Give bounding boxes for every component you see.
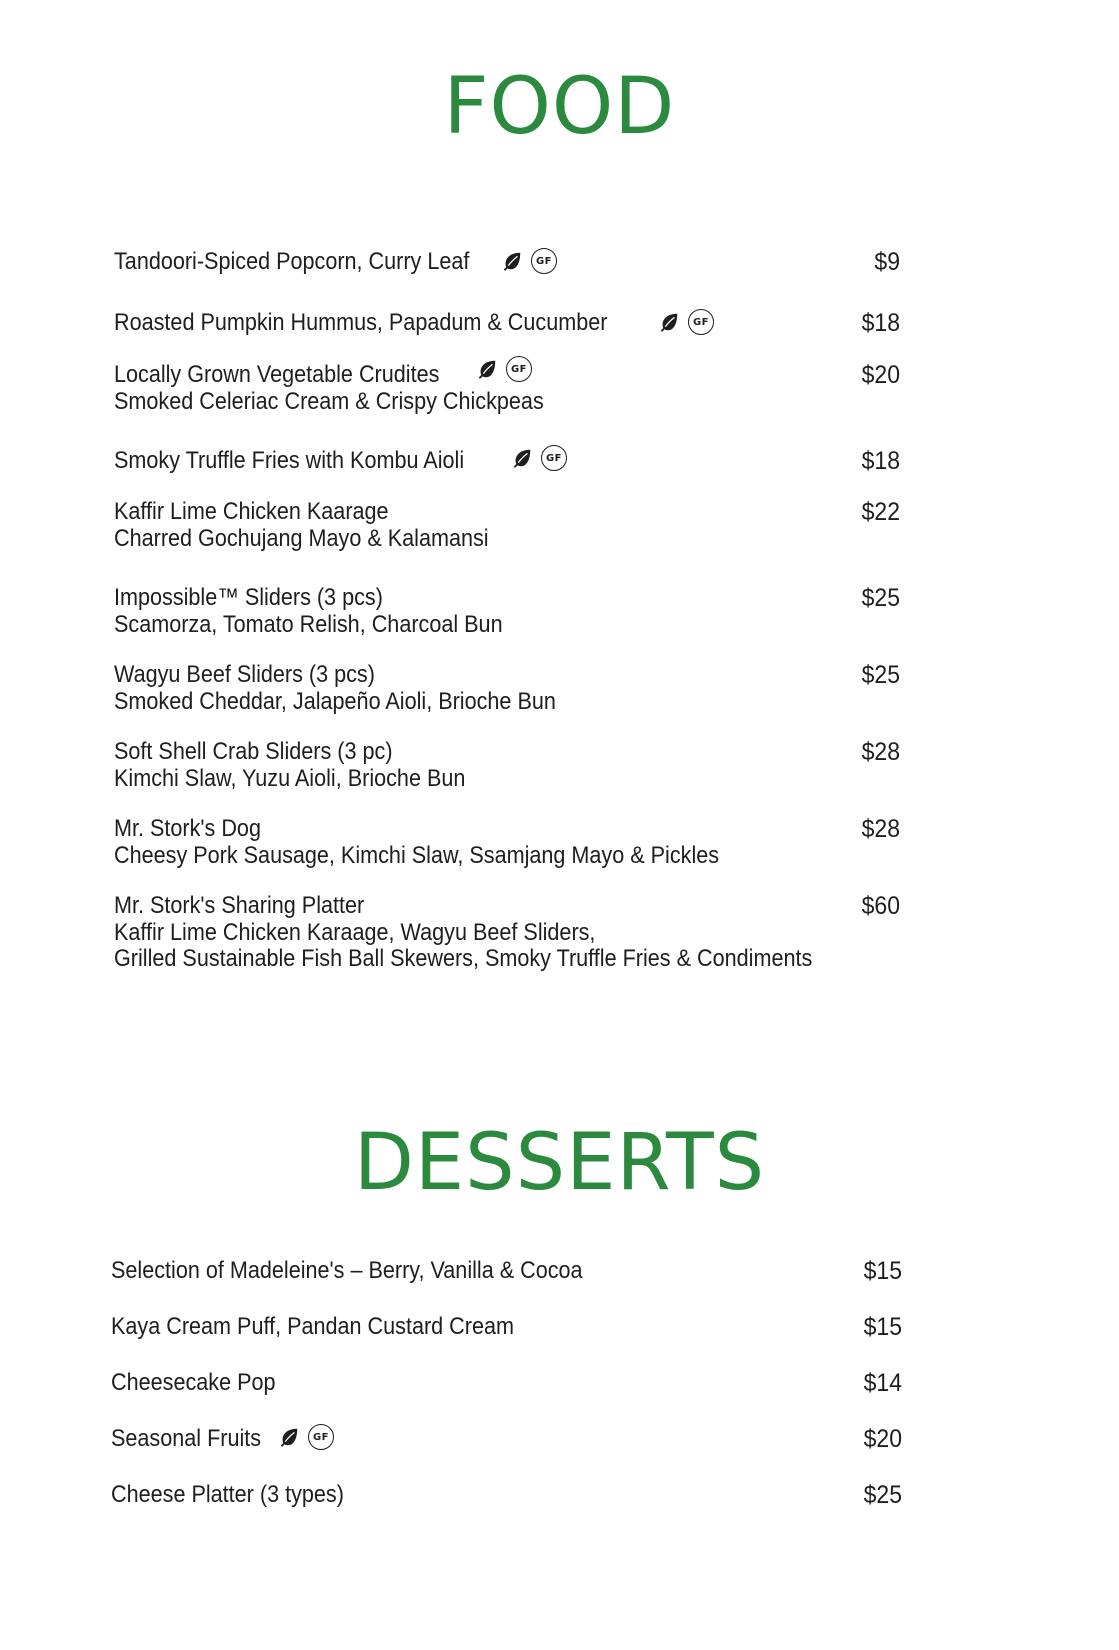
item-description: Kaffir Lime Chicken Karaage, Wagyu Beef Sliders, — [114, 919, 596, 946]
item-name: Cheese Platter (3 types) — [111, 1481, 344, 1508]
gluten-free-icon: GF — [531, 248, 557, 274]
item-price: $18 — [861, 309, 900, 337]
leaf-icon — [278, 1426, 300, 1448]
item-price: $15 — [863, 1257, 902, 1285]
dietary-badges — [501, 246, 557, 276]
dietary-badges — [476, 354, 532, 384]
item-name: Seasonal Fruits — [111, 1425, 262, 1452]
item-price: $14 — [863, 1369, 902, 1397]
item-price: $18 — [861, 447, 900, 475]
leaf-icon — [501, 250, 523, 272]
item-price: $20 — [863, 1425, 902, 1453]
leaf-icon — [658, 311, 680, 333]
dietary-badges — [278, 1422, 334, 1452]
gluten-free-icon: GF — [688, 309, 714, 335]
dietary-badges — [511, 443, 567, 473]
item-name: Mr. Stork's Dog — [114, 815, 261, 842]
item-description: Smoked Cheddar, Jalapeño Aioli, Brioche Bun — [114, 688, 556, 715]
leaf-icon — [511, 447, 533, 469]
item-name: Kaffir Lime Chicken Kaarage — [114, 498, 389, 525]
dietary-badges — [658, 307, 714, 337]
gluten-free-icon: GF — [506, 356, 532, 382]
item-price: $20 — [861, 361, 900, 389]
gluten-free-icon: GF — [308, 1424, 334, 1450]
item-name: Locally Grown Vegetable Crudites — [114, 361, 440, 388]
item-name: Smoky Truffle Fries with Kombu Aioli — [114, 447, 465, 474]
food-section-title — [0, 62, 1119, 152]
item-name: Tandoori-Spiced Popcorn, Curry Leaf — [114, 248, 470, 275]
item-name: Selection of Madeleine's – Berry, Vanilla & Cocoa — [111, 1257, 583, 1284]
item-description-line-2: Grilled Sustainable Fish Ball Skewers, Smoky Truffle Fries & Condiments — [114, 945, 813, 972]
item-description: Scamorza, Tomato Relish, Charcoal Bun — [114, 611, 503, 638]
item-name: Roasted Pumpkin Hummus, Papadum & Cucumber — [114, 309, 608, 336]
item-name: Wagyu Beef Sliders (3 pcs) — [114, 661, 375, 688]
item-price: $15 — [863, 1313, 902, 1341]
leaf-icon — [476, 358, 498, 380]
item-name: Impossible™ Sliders (3 pcs) — [114, 584, 383, 611]
item-price: $25 — [861, 584, 900, 612]
item-description: Charred Gochujang Mayo & Kalamansi — [114, 525, 489, 552]
item-price: $22 — [861, 498, 900, 526]
item-price: $25 — [861, 661, 900, 689]
item-price: $28 — [861, 815, 900, 843]
desserts-section-title — [0, 1118, 1119, 1208]
item-price: $9 — [874, 248, 900, 276]
item-name: Cheesecake Pop — [111, 1369, 276, 1396]
item-name: Soft Shell Crab Sliders (3 pc) — [114, 738, 393, 765]
item-description: Cheesy Pork Sausage, Kimchi Slaw, Ssamjang Mayo & Pickles — [114, 842, 720, 869]
gluten-free-icon: GF — [541, 445, 567, 471]
item-price: $60 — [861, 892, 900, 920]
item-description: Smoked Celeriac Cream & Crispy Chickpeas — [114, 388, 544, 415]
desserts-title-text: DESSERTS — [353, 1118, 766, 1208]
item-name: Mr. Stork's Sharing Platter — [114, 892, 365, 919]
food-title-text: FOOD — [443, 62, 676, 152]
item-price: $28 — [861, 738, 900, 766]
item-name: Kaya Cream Puff, Pandan Custard Cream — [111, 1313, 515, 1340]
item-description: Kimchi Slaw, Yuzu Aioli, Brioche Bun — [114, 765, 466, 792]
item-price: $25 — [863, 1481, 902, 1509]
